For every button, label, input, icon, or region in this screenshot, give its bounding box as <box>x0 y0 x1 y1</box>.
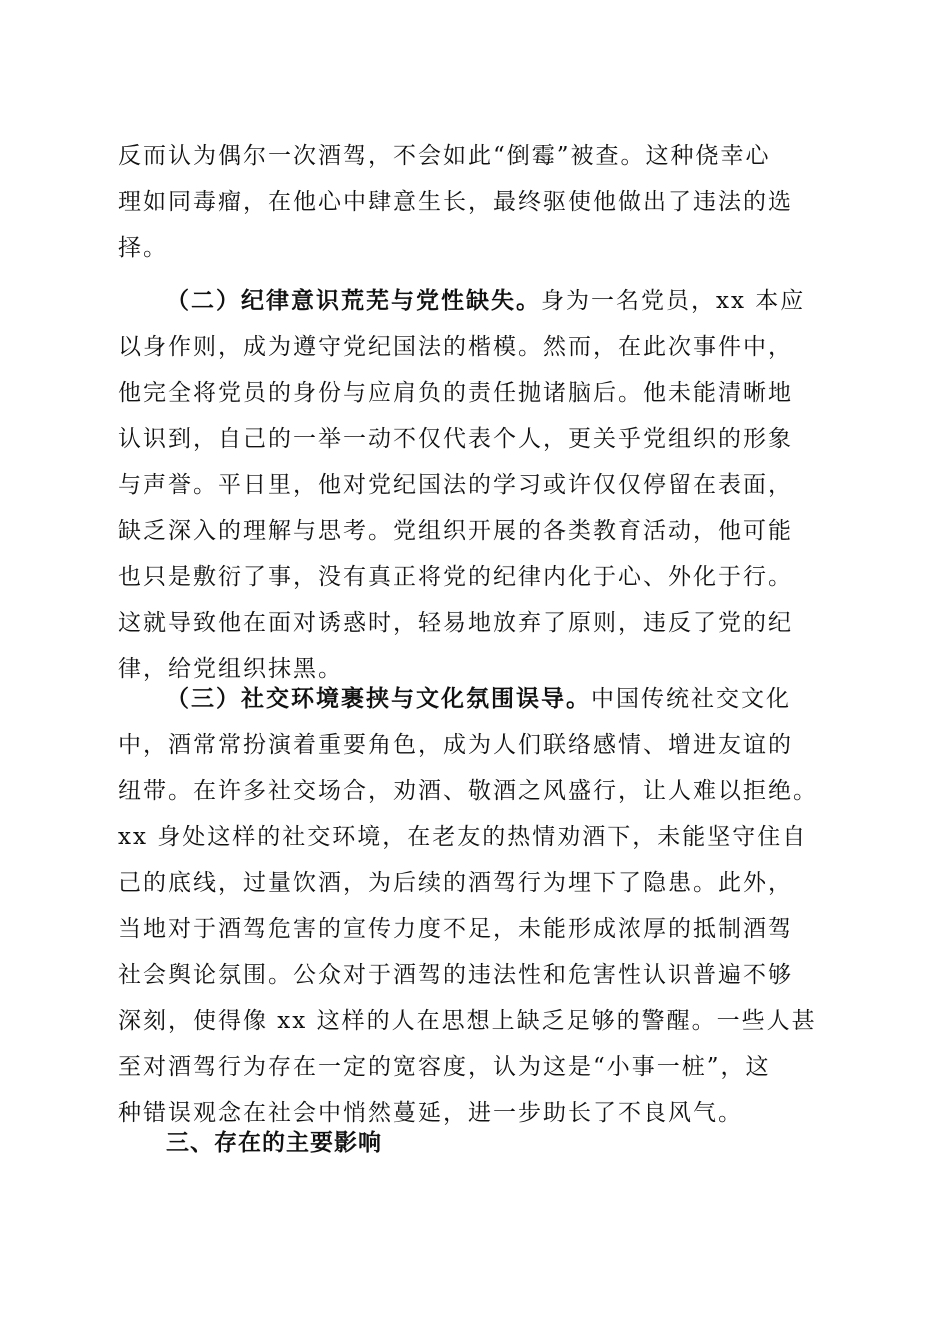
paragraph-line: 理如同毒瘤，在他心中肆意生长，最终驱使他做出了违法的选 <box>118 189 793 215</box>
paragraph-line: 种错误观念在社会中悄然蔓延，进一步助长了不良风气。 <box>118 1100 743 1126</box>
paragraph-line: 以身作则，成为遵守党纪国法的楷模。然而，在此次事件中， <box>118 334 793 360</box>
paragraph-line: 中，酒常常扮演着重要角色，成为人们联络感情、增进友谊的 <box>118 732 793 758</box>
section-heading: 三、存在的主要影响 <box>166 1130 382 1156</box>
paragraph-line: 与声誉。平日里，他对党纪国法的学习或许仅仅停留在表面， <box>118 472 793 498</box>
paragraph-first-line <box>166 282 805 320</box>
paragraph-line: 纽带。在许多社交场合，劝酒、敬酒之风盛行，让人难以拒绝。 <box>118 778 818 804</box>
paragraph-title: （三）社交环境裹挟与文化氛围误导。 <box>166 685 591 712</box>
paragraph-line: 反而认为偶尔一次酒驾，不会如此“倒霉”被查。这种侥幸心 <box>118 143 771 169</box>
paragraph-line: 也只是敷衍了事，没有真正将党的纪律内化于心、外化于行。 <box>118 564 793 590</box>
paragraph-line: 社会舆论氛围。公众对于酒驾的违法性和危害性认识普遍不够 <box>118 962 793 988</box>
paragraph-line: 择。 <box>118 235 168 261</box>
paragraph-line: 律，给党组织抹黑。 <box>118 656 343 682</box>
paragraph-line: 己的底线，过量饮酒，为后续的酒驾行为埋下了隐患。此外， <box>118 870 793 896</box>
paragraph-line: 至对酒驾行为存在一定的宽容度，认为这是“小事一桩”，这 <box>118 1054 771 1080</box>
paragraph-line: 他完全将党员的身份与应肩负的责任抛诸脑后。他未能清晰地 <box>118 380 793 406</box>
paragraph-line: 认识到，自己的一举一动不仅代表个人，更关乎党组织的形象 <box>118 426 793 452</box>
paragraph-first-line <box>166 680 791 718</box>
paragraph-line: 深刻，使得像 xx 这样的人在思想上缺乏足够的警醒。一些人甚 <box>118 1008 817 1034</box>
paragraph-line: 这就导致他在面对诱惑时，轻易地放弃了原则，违反了党的纪 <box>118 610 793 636</box>
paragraph-line: xx 身处这样的社交环境，在老友的热情劝酒下，未能坚守住自 <box>118 824 808 850</box>
paragraph-text: 身为一名党员，xx 本应 <box>541 288 806 314</box>
paragraph-title: （二）纪律意识荒芜与党性缺失。 <box>166 287 541 314</box>
paragraph-line: 缺乏深入的理解与思考。党组织开展的各类教育活动，他可能 <box>118 518 793 544</box>
paragraph-text: 中国传统社交文化 <box>591 686 791 712</box>
paragraph-line: 当地对于酒驾危害的宣传力度不足，未能形成浓厚的抵制酒驾 <box>118 916 793 942</box>
